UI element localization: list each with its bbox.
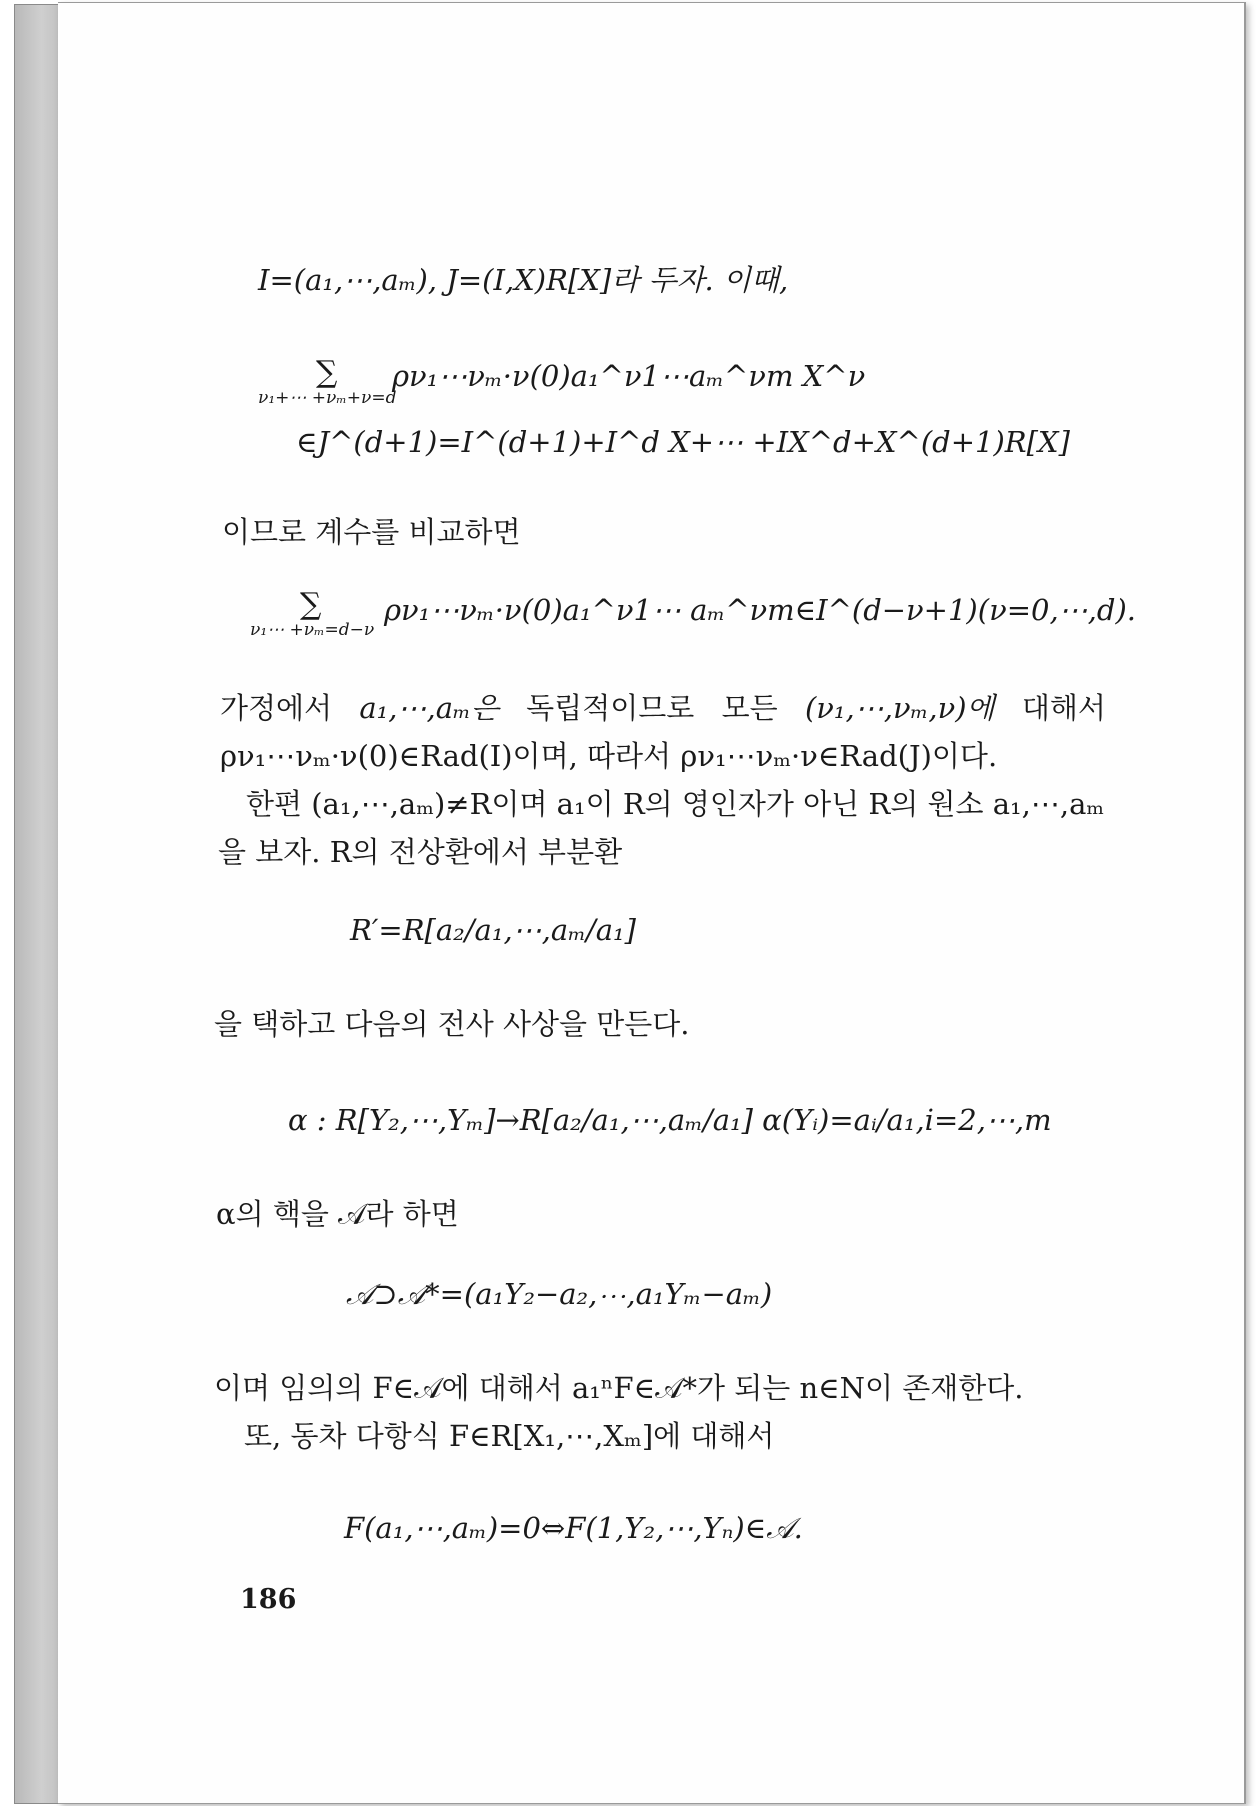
text-line-6: 을 보자. R의 전상환에서 부분환 [218, 835, 623, 869]
equation-5: 𝒜⊃𝒜*=(a₁Y₂−a₂,⋯,a₁Yₘ−aₘ) [346, 1277, 773, 1311]
text-line-8: α의 핵을 𝒜라 하면 [216, 1197, 459, 1231]
text-line-3-word: 모든 [721, 691, 778, 725]
text-line-2: 이므로 계수를 비교하면 [222, 515, 521, 549]
book-spine [14, 4, 60, 1804]
text-line-3-word: (ν₁,⋯,νₘ,ν)에 [804, 691, 995, 725]
text-line-7: 을 택하고 다음의 전사 사상을 만든다. [214, 1007, 690, 1041]
sum-symbol-1: ∑ [316, 355, 338, 390]
text-line-5: 한편 (a₁,⋯,aₘ)≠R이며 a₁이 R의 영인자가 아닌 R의 원소 a₁,⋯,aₘ [246, 787, 1105, 821]
text-line-10: 또, 동차 다항식 F∈R[X₁,⋯,Xₘ]에 대해서 [244, 1419, 775, 1453]
equation-2: ρν₁⋯νₘ·ν(0)a₁^ν1⋯ aₘ^νm∈I^(d−ν+1)(ν=0,⋯,d). [384, 593, 1136, 627]
equation-3: R′=R[a₂/a₁,⋯,aₘ/a₁] [350, 913, 636, 947]
text-line-3-word: a₁,⋯,aₘ은 [359, 691, 499, 725]
page-number: 186 [240, 1584, 297, 1615]
equation-4: α : R[Y₂,⋯,Yₘ]→R[a₂/a₁,⋯,aₘ/a₁] α(Yᵢ)=aᵢ/a₁,i=2,⋯,m [288, 1103, 1052, 1137]
text-line-3 [220, 691, 1106, 725]
equation-6: F(a₁,⋯,aₘ)=0⇔F(1,Y₂,⋯,Yₙ)∈𝒜. [344, 1511, 803, 1545]
equation-1-subscript: ν₁+⋯ +νₘ+ν=d [258, 388, 397, 408]
equation-2-subscript: ν₁⋯ +νₘ=d−ν [250, 620, 375, 640]
text-line-9: 이며 임의의 F∈𝒜에 대해서 a₁ⁿF∈𝒜*가 되는 n∈N이 존재한다. [214, 1371, 1024, 1405]
equation-1-terms: ρν₁⋯νₘ·ν(0)a₁^ν1⋯aₘ^νm X^ν [392, 359, 866, 393]
sum-symbol-2: ∑ [300, 587, 322, 622]
text-line-3-word: 독립적이므로 [526, 691, 695, 725]
equation-1-line-2: ∈J^(d+1)=I^(d+1)+I^d X+⋯ +IX^d+X^(d+1)R[X] [296, 425, 1070, 459]
text-line-1: I=(a₁,⋯,aₘ), J=(I,X)R[X]라 두자. 이때, [258, 263, 789, 297]
text-line-3-word: 가정에서 [220, 691, 333, 725]
text-line-4: ρν₁⋯νₘ·ν(0)∈Rad(I)이며, 따라서 ρν₁⋯νₘ·ν∈Rad(J)이다. [220, 739, 998, 773]
text-line-3-word: 대해서 [1021, 691, 1106, 725]
